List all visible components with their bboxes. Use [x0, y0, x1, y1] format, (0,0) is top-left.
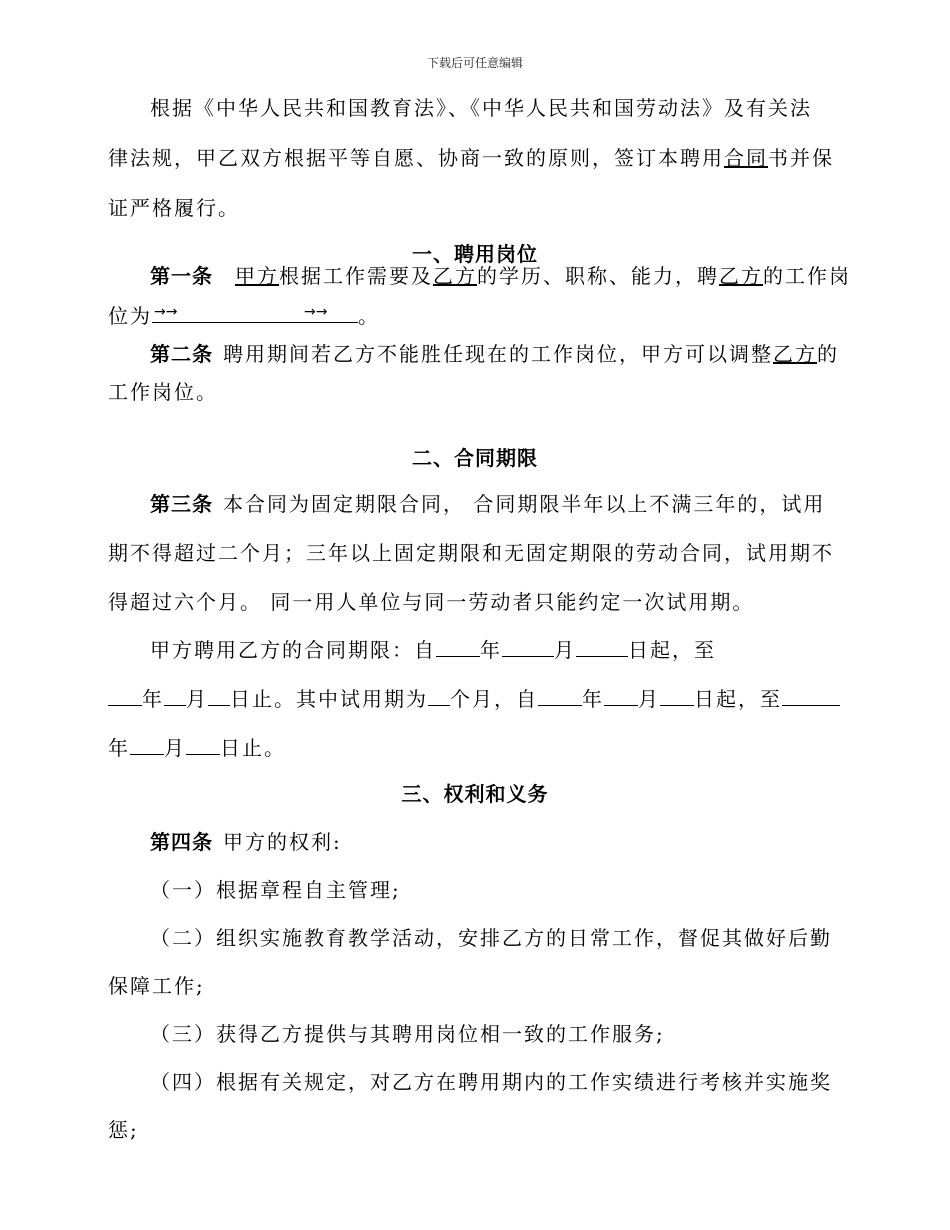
contract-underlined: 合同 — [724, 146, 768, 170]
position-blank-field — [152, 302, 358, 323]
right-item-2-line-2: 保障工作; — [108, 974, 205, 998]
intro-line-3: 证严格履行。 — [108, 196, 240, 220]
right-item-2-line-1: （二）组织实施教育教学活动，安排乙方的日常工作，督促其做好后勤 — [150, 926, 832, 950]
article-4-line: 第四条 甲方的权利: — [150, 830, 342, 854]
intro-line-2: 律法规，甲乙双方根据平等自愿、协商一致的原则，签订本聘用合同书并保 — [108, 146, 834, 170]
page-header-note: 下载后可任意编辑 — [426, 56, 523, 70]
article-3-line-1: 第三条 本合同为固定期限合同， 合同期限半年以上不满三年的，试用 — [150, 492, 826, 516]
article-3-line-3: 得超过六个月。 同一用人单位与同一劳动者只能约定一次试用期。 — [108, 590, 755, 614]
right-item-3: （三）获得乙方提供与其聘用岗位相一致的工作服务; — [150, 1022, 665, 1046]
contract-term-line-1: 甲方聘用乙方的合同期限：自 年 月 日起，至 — [150, 638, 716, 662]
article-3-line-2: 期不得超过二个月；三年以上固定期限和无固定期限的劳动合同，试用期不 — [108, 541, 834, 565]
article-2-label: 第二条 — [150, 342, 213, 366]
article-1-line-1: 第一条 甲方根据工作需要及乙方的学历、职称、能力，聘乙方的工作岗 — [150, 264, 851, 288]
arrow-icon: →→ — [304, 304, 328, 320]
section-3-heading: 三、权利和义务 — [401, 782, 549, 806]
right-item-1: （一）根据章程自主管理; — [150, 878, 401, 902]
article-2-line-2: 工作岗位。 — [108, 380, 218, 404]
right-item-4-line-1: （四）根据有关规定，对乙方在聘用期内的工作实绩进行考核并实施奖 — [150, 1070, 832, 1094]
article-4-label: 第四条 — [150, 830, 213, 854]
section-1-heading: 一、聘用岗位 — [412, 242, 538, 266]
section-2-heading: 二、合同期限 — [412, 446, 538, 470]
contract-term-line-2: 年 月 日止。其中试用期为 个月，自 年 月 日起，至 — [108, 687, 840, 711]
article-1-line-2: 位为 →→ →→ 。 — [108, 302, 380, 328]
article-2-line-1: 第二条 聘用期间若乙方不能胜任现在的工作岗位，甲方可以调整乙方的 — [150, 342, 839, 366]
arrow-icon: →→ — [154, 304, 178, 320]
contract-term-line-3: 年 月 日止。 — [108, 736, 286, 760]
right-item-4-line-2: 惩; — [108, 1118, 139, 1142]
article-1-label: 第一条 — [150, 264, 213, 288]
intro-line-1: 根据《中华人民共和国教育法》、《中华人民共和国劳动法》及有关法 — [150, 96, 812, 120]
article-3-label: 第三条 — [150, 492, 213, 516]
